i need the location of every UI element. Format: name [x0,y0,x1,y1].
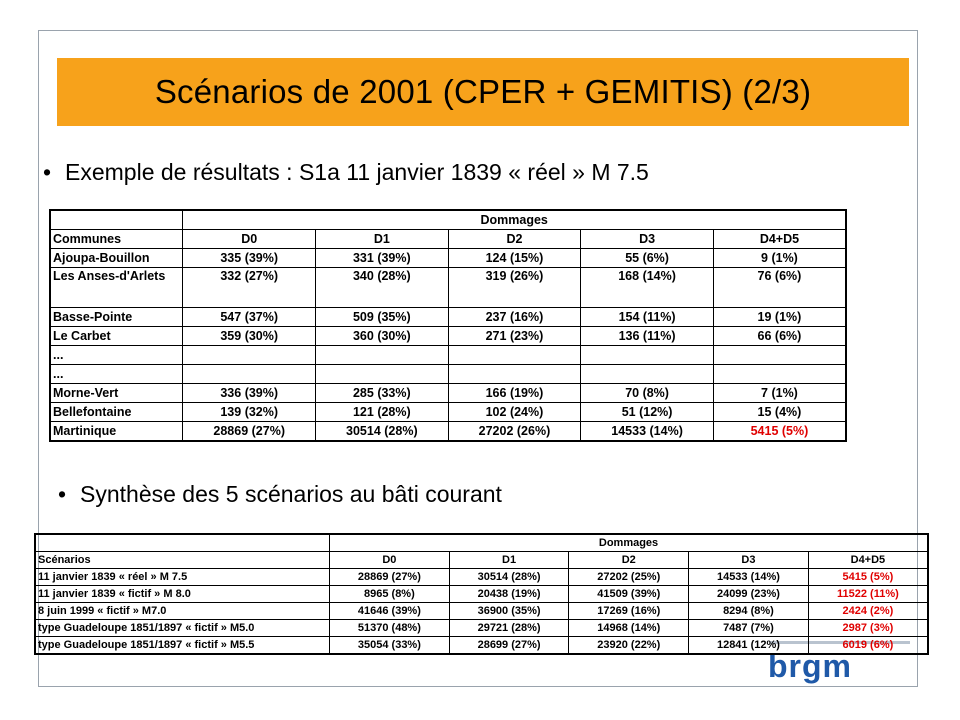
first-col-header: Communes [50,230,183,249]
brgm-logo: brgm [768,648,852,684]
row-label: Les Anses-d'Arlets [50,268,183,308]
table-cell [448,365,581,384]
table-cell: 102 (24%) [448,403,581,422]
bullet-synthesis [58,481,502,508]
table-cell: 154 (11%) [581,308,714,327]
empty-corner-cell [50,210,183,230]
table-row [50,249,846,268]
table-cell: 41509 (39%) [569,586,689,603]
table-row [50,268,846,308]
table-cell: 136 (11%) [581,327,714,346]
table-row [35,603,928,620]
table-cell: 28699 (27%) [449,637,569,655]
row-label: type Guadeloupe 1851/1897 « fictif » M5.5 [35,637,330,655]
column-header: D4+D5 [713,230,846,249]
table-cell: 9 (1%) [713,249,846,268]
table-row [35,637,928,655]
table-cell: 124 (15%) [448,249,581,268]
column-header: D0 [183,230,316,249]
table-row [50,384,846,403]
table-cell [316,365,449,384]
table-row [50,327,846,346]
row-label: Ajoupa-Bouillon [50,249,183,268]
row-label: Basse-Pointe [50,308,183,327]
row-label: 11 janvier 1839 « réel » M 7.5 [35,569,330,586]
table-cell [713,365,846,384]
group-header: Dommages [330,534,928,552]
table-row [50,403,846,422]
table-cell: 19 (1%) [713,308,846,327]
column-header: D2 [448,230,581,249]
bullet-icon: • [58,481,67,507]
table-cell: 360 (30%) [316,327,449,346]
table-cell: 23920 (22%) [569,637,689,655]
column-header: D0 [330,552,450,569]
table-cell: 35054 (33%) [330,637,450,655]
table-row [50,308,846,327]
table-cell: 14533 (14%) [689,569,809,586]
table-cell: 319 (26%) [448,268,581,308]
table-cell [448,346,581,365]
table-cell: 76 (6%) [713,268,846,308]
table-cell: 28869 (27%) [330,569,450,586]
table-cell: 359 (30%) [183,327,316,346]
table-cell: 8294 (8%) [689,603,809,620]
table-cell: 237 (16%) [448,308,581,327]
table-header-row [50,210,846,230]
table-cell: 70 (8%) [581,384,714,403]
table-cell [183,346,316,365]
row-label: 8 juin 1999 « fictif » M7.0 [35,603,330,620]
table-cell: 121 (28%) [316,403,449,422]
scenarios-damage-table [34,533,929,655]
table-cell [581,346,714,365]
title-banner [57,58,909,126]
column-header: D1 [449,552,569,569]
table-cell [581,365,714,384]
table-cell: 547 (37%) [183,308,316,327]
table-header-row [35,552,928,569]
table-cell: 168 (14%) [581,268,714,308]
table-cell: 27202 (26%) [448,422,581,442]
table-row [35,569,928,586]
row-label: ... [50,346,183,365]
row-label: Morne-Vert [50,384,183,403]
bullet-text: Synthèse des 5 scénarios au bâti courant [80,481,502,507]
table-cell: 336 (39%) [183,384,316,403]
table-total-row [50,422,846,442]
empty-corner-cell [35,534,330,552]
table-cell [183,365,316,384]
table-cell: 41646 (39%) [330,603,450,620]
bullet-text: Exemple de résultats : S1a 11 janvier 1839 « réel » M 7.5 [65,159,649,185]
column-header: D4+D5 [808,552,928,569]
highlighted-cell: 6019 (6%) [808,637,928,655]
table-cell: 30514 (28%) [316,422,449,442]
row-label: ... [50,365,183,384]
bullet-example-results [43,159,649,186]
table-cell: 15 (4%) [713,403,846,422]
row-label: Le Carbet [50,327,183,346]
table-cell: 36900 (35%) [449,603,569,620]
table-cell: 28869 (27%) [183,422,316,442]
table-cell: 17269 (16%) [569,603,689,620]
table-row [35,620,928,637]
column-header: D2 [569,552,689,569]
highlighted-cell: 2424 (2%) [808,603,928,620]
table-cell: 51370 (48%) [330,620,450,637]
highlighted-cell: 5415 (5%) [713,422,846,442]
communes-damage-table [49,209,847,442]
table-cell: 166 (19%) [448,384,581,403]
row-label: Bellefontaine [50,403,183,422]
table-cell: 8965 (8%) [330,586,450,603]
column-header: D3 [689,552,809,569]
page-title: Scénarios de 2001 (CPER + GEMITIS) (2/3) [154,73,812,110]
table-cell: 55 (6%) [581,249,714,268]
table-cell: 24099 (23%) [689,586,809,603]
table-row [50,346,846,365]
column-header: D3 [581,230,714,249]
table-cell: 29721 (28%) [449,620,569,637]
table-cell: 51 (12%) [581,403,714,422]
first-col-header: Scénarios [35,552,330,569]
row-label: 11 janvier 1839 « fictif » M 8.0 [35,586,330,603]
table-cell: 331 (39%) [316,249,449,268]
table-cell: 332 (27%) [183,268,316,308]
bullet-icon: • [43,159,52,185]
highlighted-cell: 11522 (11%) [808,586,928,603]
highlighted-cell: 5415 (5%) [808,569,928,586]
table-row [35,586,928,603]
group-header: Dommages [183,210,846,230]
row-label: type Guadeloupe 1851/1897 « fictif » M5.0 [35,620,330,637]
highlighted-cell: 2987 (3%) [808,620,928,637]
table-cell: 14533 (14%) [581,422,714,442]
table-cell: 30514 (28%) [449,569,569,586]
table-cell: 20438 (19%) [449,586,569,603]
column-header: D1 [316,230,449,249]
table-cell: 271 (23%) [448,327,581,346]
table-header-row [35,534,928,552]
table-cell: 340 (28%) [316,268,449,308]
table-cell: 285 (33%) [316,384,449,403]
table-row [50,365,846,384]
table-cell: 139 (32%) [183,403,316,422]
table-cell: 509 (35%) [316,308,449,327]
table-cell: 27202 (25%) [569,569,689,586]
row-label: Martinique [50,422,183,442]
table-cell: 14968 (14%) [569,620,689,637]
table-header-row [50,230,846,249]
table-cell: 12841 (12%) [689,637,809,655]
table-cell: 7487 (7%) [689,620,809,637]
table-cell: 66 (6%) [713,327,846,346]
table-cell [316,346,449,365]
table-cell: 335 (39%) [183,249,316,268]
table-cell: 7 (1%) [713,384,846,403]
table-cell [713,346,846,365]
